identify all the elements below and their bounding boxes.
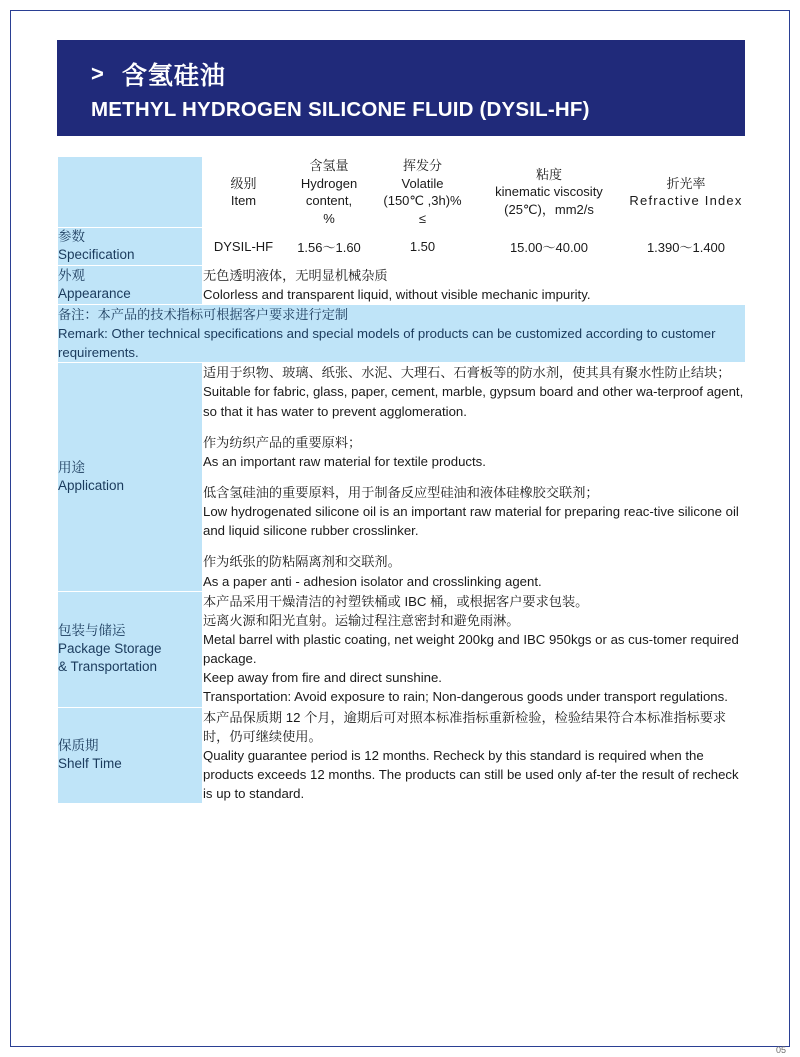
table-header-row: [58, 157, 746, 228]
package-line: Transportation: Avoid exposure to rain; Non-dangerous goods under transport regulations.: [203, 689, 728, 705]
column-header-viscosity-en: kinematic viscosity: [495, 184, 603, 200]
spec-value-viscosity: 15.00～40.00: [472, 228, 627, 265]
column-header-volatile-en: Volatile: [401, 175, 444, 191]
column-header-viscosity-cn: 粘度: [535, 166, 562, 182]
page-number: 05: [775, 1045, 786, 1055]
application-paragraph-en: As an important raw material for textile products.: [203, 453, 486, 469]
remark-text-cn: 备注：本产品的技术指标可根据客户要求进行定制: [58, 306, 349, 322]
row-label-package: [58, 591, 203, 707]
application-paragraph: [203, 552, 745, 590]
shelf-time-content: [203, 707, 746, 804]
column-header-refractive-cn: 折光率: [666, 175, 706, 191]
appearance-text-en: Colorless and transparent liquid, without visible mechanic impurity.: [203, 286, 591, 302]
page-content: [57, 40, 745, 804]
table-row-specification: [58, 228, 746, 265]
row-label-application-en: Application: [58, 478, 125, 494]
package-line: 本产品采用干燥清洁的衬塑铁桶或 IBC 桶，或根据客户要求包装。: [203, 593, 589, 609]
package-line: 远离火源和阳光直射。运输过程注意密封和避免雨淋。: [203, 612, 520, 628]
remark-text-en: Remark: Other technical specifications and special models of products can be customized according to customer requirements.: [58, 326, 716, 361]
row-label-specification-cn: 参数: [58, 229, 85, 245]
product-header-banner: [57, 40, 745, 136]
column-header-viscosity-unit: (25℃)，mm2/s: [504, 201, 594, 217]
column-header-item: [203, 157, 285, 228]
package-line: Keep away from fire and direct sunshine.: [203, 670, 442, 686]
column-header-hydrogen-en: Hydrogen content,: [300, 175, 358, 209]
row-label-specification-en: Specification: [58, 247, 135, 263]
application-paragraph-cn: 作为纸张的防粘隔离剂和交联剂。: [203, 554, 401, 570]
application-paragraph-en: Low hydrogenated silicone oil is an important raw material for preparing reac-tive silicone oil and liquid silicone rubber crosslinker.: [203, 504, 739, 539]
column-header-hydrogen-cn: 含氢量: [309, 158, 349, 173]
column-header-hydrogen-unit: %: [323, 210, 335, 226]
row-label-package-en2: & Transportation: [58, 659, 158, 675]
shelf-time-line: 本产品保质期 12 个月，逾期后可对照本标准指标重新检验，检验结果符合本标准指标要求时，仍可继续使用。: [203, 709, 727, 744]
package-line: Metal barrel with plastic coating, net weight 200kg and IBC 950kgs or as cus-tomer required package.: [203, 632, 739, 667]
application-paragraph-cn: 作为纺织产品的重要原料；: [203, 434, 362, 450]
spec-value-hydrogen: 1.56～1.60: [285, 228, 374, 265]
header-title-row: [57, 56, 745, 92]
row-label-specification: [58, 228, 203, 265]
application-paragraph-cn: 低含氢硅油的重要原料，用于制备反应型硅油和液体硅橡胶交联剂；: [203, 485, 599, 501]
row-label-appearance-en: Appearance: [58, 285, 131, 301]
application-paragraph-en: As a paper anti - adhesion isolator and crosslinking agent.: [203, 573, 542, 589]
column-header-volatile-cond: (150℃ ,3h)%: [383, 193, 462, 209]
column-header-item-cn: 级别: [230, 175, 257, 191]
table-row-package: [58, 591, 746, 707]
remark-content: [58, 304, 746, 362]
product-title-en: METHYL HYDROGEN SILICONE FLUID (DYSIL-HF): [91, 98, 590, 121]
table-row-shelf-time: [58, 707, 746, 804]
row-label-shelf-time-en: Shelf Time: [58, 756, 122, 772]
column-header-refractive-en: Refractive Index: [629, 193, 743, 209]
application-paragraph: [203, 483, 745, 540]
application-paragraph: [203, 363, 745, 420]
column-header-hydrogen-content: [285, 157, 374, 228]
specification-table: [57, 156, 746, 804]
table-corner-cell: [58, 157, 203, 228]
column-header-volatile-cn: 挥发分: [402, 158, 442, 173]
column-header-volatile: [374, 157, 472, 228]
row-label-application-cn: 用途: [58, 459, 85, 475]
row-label-package-cn: 包装与储运: [58, 622, 126, 638]
row-label-appearance-cn: 外观: [58, 267, 85, 283]
row-label-package-en: Package Storage: [58, 641, 162, 657]
chevron-right-icon: >: [91, 61, 104, 86]
row-label-shelf-time-cn: 保质期: [58, 738, 99, 754]
column-header-volatile-limit: ≤: [418, 210, 427, 226]
shelf-time-line: Quality guarantee period is 12 months. Recheck by this standard is required when the products exceeds 12 months. The products can still be used only af-ter the result of recheck is up to standard.: [203, 747, 739, 802]
row-label-application: [58, 363, 203, 591]
table-row-remark: [58, 304, 746, 362]
spec-value-item: DYSIL-HF: [203, 228, 285, 265]
appearance-text-cn: 无色透明液体，无明显机械杂质: [203, 267, 388, 283]
spec-value-refractive: 1.390～1.400: [627, 228, 746, 265]
table-row-appearance: [58, 265, 746, 304]
column-header-refractive-index: [627, 157, 746, 228]
appearance-content: [203, 265, 746, 304]
application-paragraph-en: Suitable for fabric, glass, paper, cement, marble, gypsum board and other wa-terproof agent, so that it has water to prevent agglomeration.: [203, 384, 744, 419]
application-paragraph: [203, 433, 745, 471]
product-title-cn: 含氢硅油: [121, 62, 226, 90]
row-label-appearance: [58, 265, 203, 304]
row-label-shelf-time: [58, 707, 203, 804]
application-content: [203, 363, 746, 591]
column-header-viscosity: [472, 157, 627, 228]
application-paragraph-cn: 适用于织物、玻璃、纸张、水泥、大理石、石膏板等的防水剂，使其具有聚水性防止结块；: [203, 365, 731, 381]
spec-value-volatile: 1.50: [374, 228, 472, 265]
table-row-application: [58, 363, 746, 591]
package-content: [203, 591, 746, 707]
column-header-item-en: Item: [230, 193, 257, 209]
